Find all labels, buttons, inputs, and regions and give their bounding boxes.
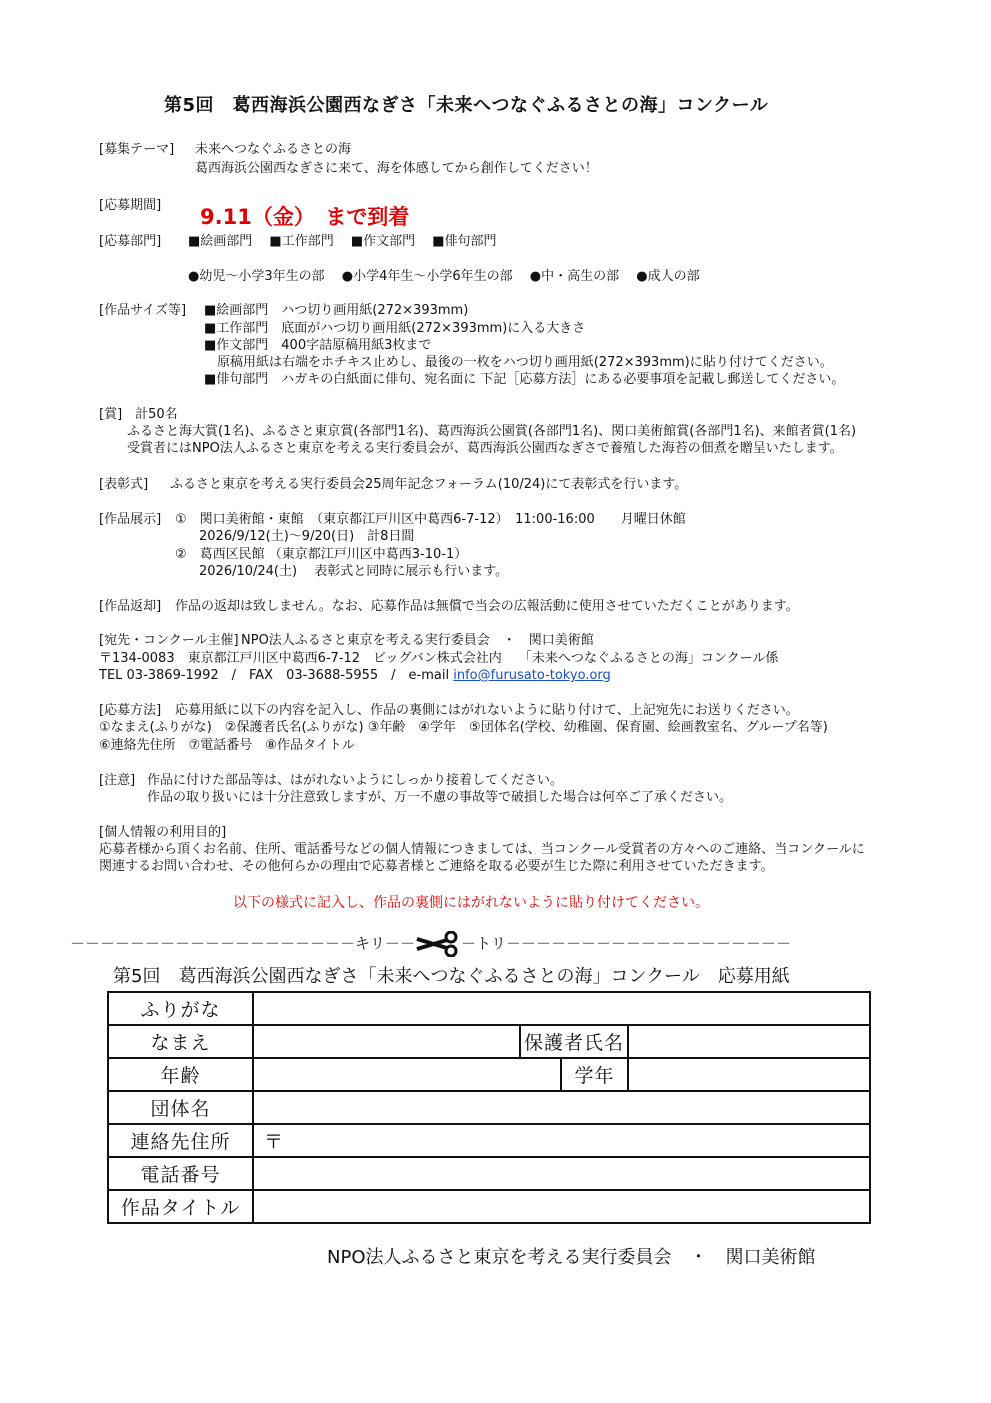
- theme-line-1: 未来へつなぐふるさとの海: [195, 142, 352, 157]
- work-title-field[interactable]: [253, 1190, 870, 1223]
- contact-phone: TEL 03-3869-1992 / FAX 03-3688-5955 / e-mail: [99, 668, 450, 683]
- guardian-field[interactable]: [628, 1025, 870, 1058]
- theme-line-2: 葛西海浜公園西なぎさに来て、海を体感してから創作してください！: [195, 161, 598, 176]
- sizes-label: [作品サイズ等]: [99, 303, 187, 318]
- deadline: 9.11（金） まで到着: [200, 205, 410, 229]
- age-field[interactable]: [253, 1058, 561, 1091]
- method-label: [応募方法]: [99, 703, 162, 718]
- phone-field[interactable]: [253, 1157, 870, 1190]
- return-text: 作品の返却は致しません。なお、応募作品は無償で当会の広報活動に使用させていただくことがあります。: [175, 599, 799, 614]
- group-field[interactable]: [253, 1091, 870, 1124]
- address-label: 連絡先住所: [108, 1124, 253, 1157]
- form-row-name: [108, 1025, 870, 1058]
- contact-email-link[interactable]: info@furusato-tokyo.org: [453, 668, 611, 683]
- cut-line: [70, 931, 791, 957]
- exhibition-label: [作品展示]: [99, 512, 162, 527]
- theme-label: [募集テーマ]: [99, 142, 175, 157]
- privacy-line-2: 関連するお問い合わせ、その他何らかの理由で応募者様とご連絡を取る必要が生じた際に利用させていただきます。: [99, 859, 774, 874]
- postal-mark: 〒: [264, 1131, 284, 1153]
- phone-label: 電話番号: [108, 1157, 253, 1190]
- prizes-gift: 受賞者にはNPO法人ふるさと東京を考える実行委員会が、葛西海浜公園西なぎさで養殖した海苔の佃煮を贈呈いたします。: [127, 441, 843, 456]
- prizes-list: ふるさと海大賞(1名)、ふるさと東京賞(各部門1名)、葛西海浜公園賞(各部門1名)、関口美術館賞(各部門1名)、来館者賞(1名): [127, 424, 857, 439]
- contact-label: [宛先・コンクール主催]: [99, 633, 239, 648]
- method-text: 応募用紙に以下の内容を記入し、作品の裏側にはがれないように貼り付けて、上記宛先にお送りください。: [175, 703, 799, 718]
- exhibition-venue-1: ① 関口美術館・東館 （東京都江戸川区中葛西6-7-12） 11:00-16:00 月曜日休館: [175, 512, 686, 527]
- age-label: 年齢: [108, 1058, 253, 1091]
- guardian-label: 保護者氏名: [520, 1025, 628, 1058]
- scissors-icon: [415, 931, 461, 957]
- name-field[interactable]: [253, 1025, 520, 1058]
- return-label: [作品返却]: [99, 599, 162, 614]
- footer-organizers: NPO法人ふるさと東京を考える実行委員会 ・ 関口美術館: [327, 1247, 816, 1268]
- size-essay: ■作文部門 400字詰原稿用紙3枚まで: [204, 338, 432, 353]
- method-items-2: ⑥連絡先住所 ⑦電話番号 ⑧作品タイトル: [99, 738, 355, 753]
- categories-age-groups: ●幼児～小学3年生の部 ●小学4年生～小学6年生の部 ●中・高生の部 ●成人の部: [188, 269, 700, 284]
- name-label: なまえ: [108, 1025, 253, 1058]
- contact-address: 〒134-0083 東京都江戸川区中葛西6-7-12 ビッグバン株式会社内 「未来へつなぐふるさとの海」コンクール係: [99, 651, 779, 666]
- period-label: [応募期間]: [99, 198, 162, 213]
- privacy-line-1: 応募者様から頂くお名前、住所、電話番号などの個人情報につきましては、当コンクール受賞者の方々へのご連絡、当コンクールに: [99, 842, 865, 857]
- grade-field[interactable]: [628, 1058, 870, 1091]
- furigana-field[interactable]: [253, 992, 870, 1025]
- size-painting: ■絵画部門 ハつ切り画用紙(272×393mm): [204, 303, 469, 318]
- form-row-age: [108, 1058, 870, 1091]
- form-row-group: [108, 1091, 870, 1124]
- address-field[interactable]: [253, 1124, 870, 1157]
- form-row-phone: [108, 1157, 870, 1190]
- contact-org: NPO法人ふるさと東京を考える実行委員会 ・ 関口美術館: [241, 633, 594, 648]
- application-form: [107, 991, 871, 1224]
- ceremony-label: [表彰式]: [99, 477, 149, 492]
- size-essay-note: 原稿用紙は右端をホチキス止めし、最後の一枚をハつ切り画用紙(272×393mm)に貼り付けてください。: [204, 355, 833, 370]
- size-craft: ■工作部門 底面がハつ切り画用紙(272×393mm)に入る大きさ: [204, 321, 586, 336]
- caution-line-1: 作品に付けた部品等は、はがれないようにしっかり接着してください。: [147, 773, 564, 788]
- page-title: 第5回 葛西海浜公園西なぎさ「未来へつなぐふるさとの海」コンクール: [164, 95, 769, 116]
- form-row-address: [108, 1124, 870, 1157]
- form-row-furigana: [108, 992, 870, 1025]
- cut-line-left: －－－－－－－－－－－－－－－－－－－キリ－－: [70, 934, 416, 953]
- exhibition-dates-2: 2026/10/24(土) 表彰式と同時に展示も行います。: [199, 564, 509, 579]
- caution-line-2: 作品の取り扱いには十分注意致しますが、万一不慮の事故等で破損した場合は何卒ご了承ください。: [147, 790, 733, 805]
- exhibition-dates-1: 2026/9/12(土)～9/20(日) 計8日間: [199, 529, 415, 544]
- categories-label: [応募部門]: [99, 234, 162, 249]
- form-title: 第5回 葛西海浜公園西なぎさ「未来へつなぐふるさとの海」コンクール 応募用紙: [113, 966, 790, 987]
- grade-label: 学年: [561, 1058, 628, 1091]
- cut-line-right: －トリ－－－－－－－－－－－－－－－－－－－: [461, 934, 792, 953]
- contact-phone-line: [99, 667, 611, 684]
- furigana-label: ふりがな: [108, 992, 253, 1025]
- method-items-1: ①なまえ(ふりがな) ②保護者氏名(ふりがな) ③年齢 ④学年 ⑤団体名(学校、幼稚園、保育園、絵画教室名、グループ名等): [99, 720, 828, 735]
- prizes-label: [賞] 計50名: [99, 407, 178, 422]
- size-haiku: ■俳句部門 ハガキの白紙面に俳句、宛名面に 下記［応募方法］にある必要事項を記載し郵送してください。: [204, 372, 845, 387]
- categories-items: ■絵画部門 ■工作部門 ■作文部門 ■俳句部門: [188, 234, 497, 249]
- exhibition-venue-2: ② 葛西区民館 （東京都江戸川区中葛西3-10-1）: [175, 547, 468, 562]
- work-title-label: 作品タイトル: [108, 1190, 253, 1223]
- group-label: 団体名: [108, 1091, 253, 1124]
- ceremony-text: ふるさと東京を考える実行委員会25周年記念フォーラム(10/24)にて表彰式を行います。: [170, 477, 688, 492]
- form-row-work-title: [108, 1190, 870, 1223]
- form-instruction: 以下の様式に記入し、作品の裏側にはがれないように貼り付けてください。: [233, 895, 709, 911]
- caution-label: [注意]: [99, 773, 136, 788]
- privacy-label: [個人情報の利用目的]: [99, 825, 227, 840]
